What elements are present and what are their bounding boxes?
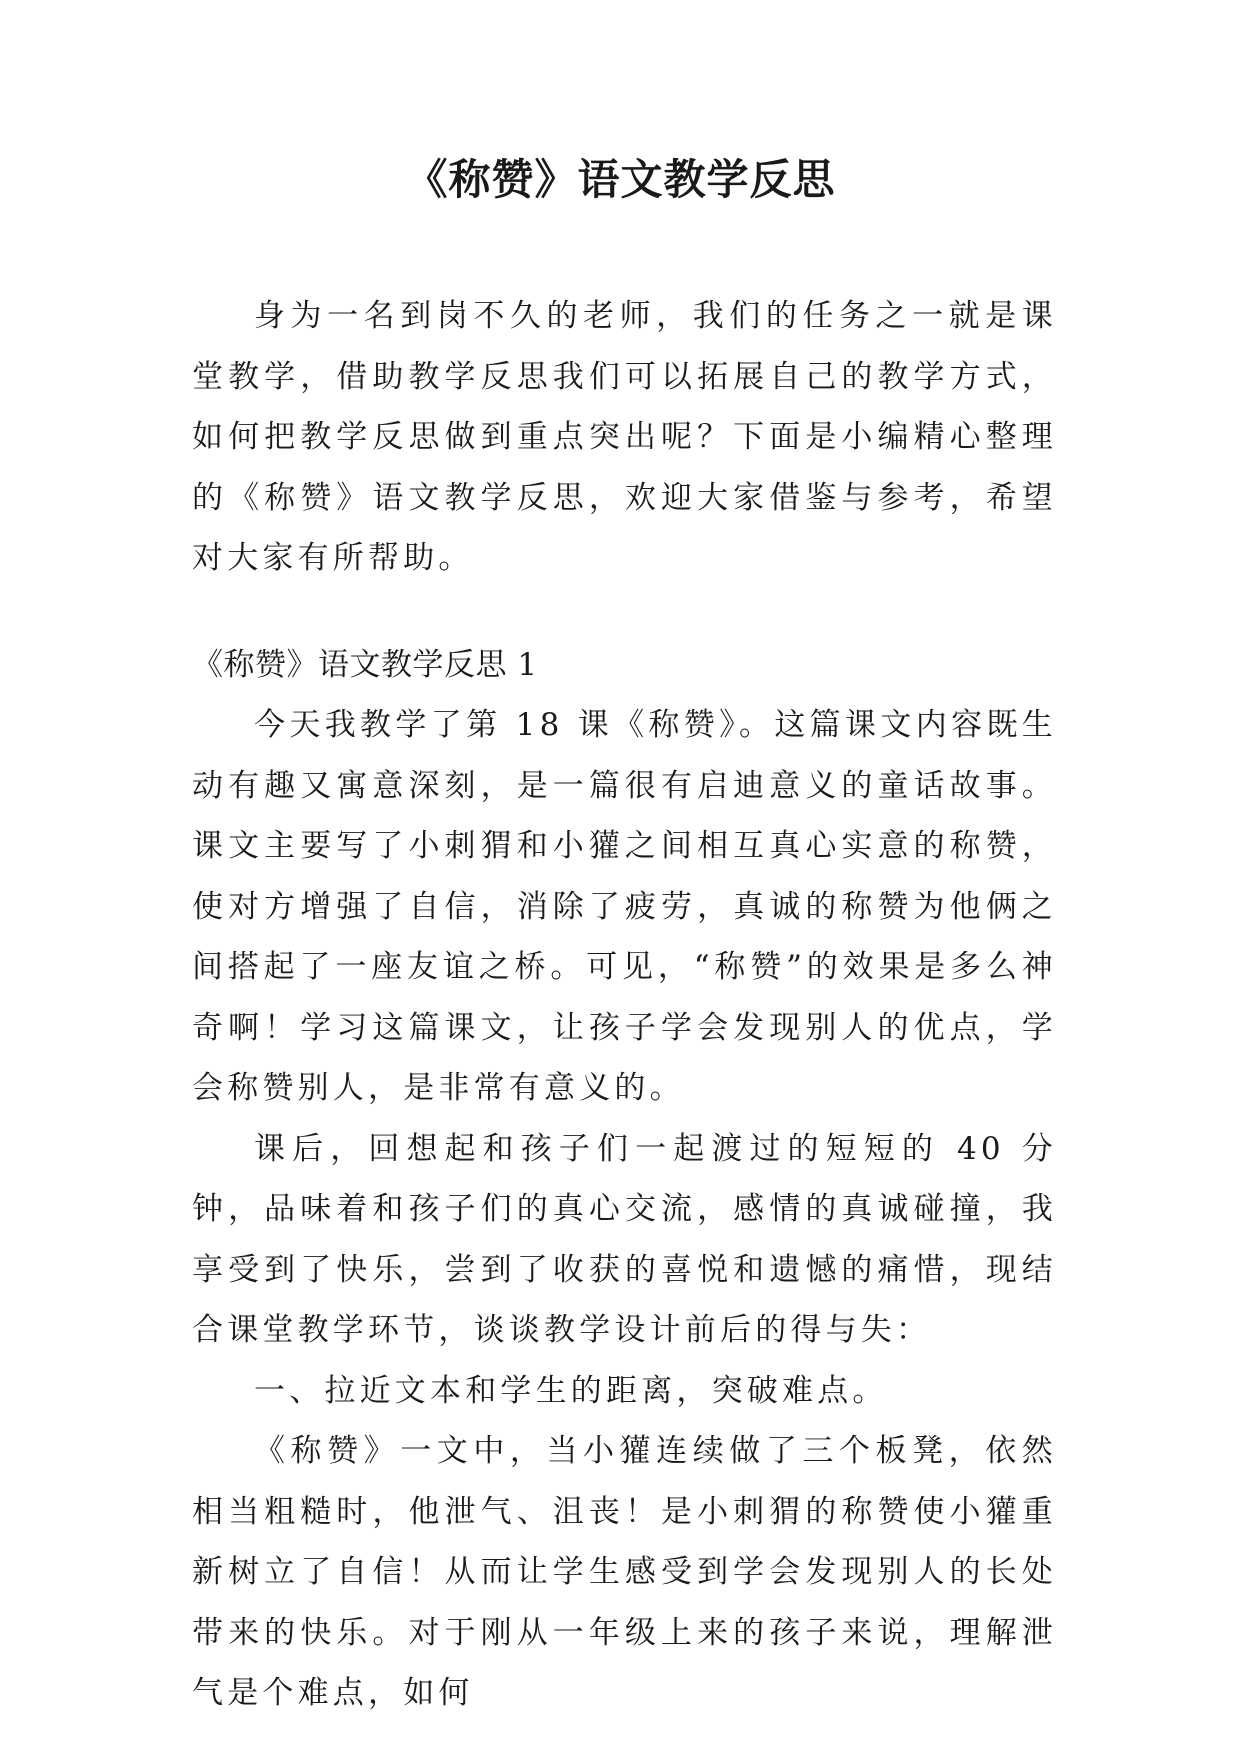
section-heading-1: 《称赞》语文教学反思 1	[192, 646, 538, 683]
body-paragraph-1: 今天我教学了第 18 课《称赞》。这篇课文内容既生动有趣又寓意深刻，是一篇很有启迪意义的童话故事。课文主要写了小刺猬和小獾之间相互真心实意的称赞，使对方增强了自信，消除了疲劳，真诚的称赞为他俩之间搭起了一座友谊之桥。可见，“称赞”的效果是多么神奇啊！学习这篇课文，让孩子学会发现别人的优点，学会称赞别人，是非常有意义的。	[192, 707, 1057, 1106]
document-body	[192, 286, 1057, 1724]
body-paragraph-2: 课后，回想起和孩子们一起渡过的短短的 40 分钟，品味着和孩子们的真心交流，感情的真诚碰撞，我享受到了快乐，尝到了收获的喜悦和遗憾的痛惜，现结合课堂教学环节，谈谈教学设计前后的得与失：	[192, 1130, 1057, 1348]
subheading-paragraph: 一、拉近文本和学生的距离，突破难点。	[254, 1372, 888, 1409]
document-title: 《称赞》语文教学反思	[405, 155, 836, 204]
body-paragraph-3: 《称赞》一文中，当小獾连续做了三个板凳，依然相当粗糙时，他泄气、沮丧！是小刺猬的称赞使小獾重新树立了自信！从而让学生感受到学会发现别人的长处带来的快乐。对于刚从一年级上来的孩子来说，理解泄气是个难点，如何	[192, 1433, 1057, 1711]
intro-paragraph: 身为一名到岗不久的老师，我们的任务之一就是课堂教学，借助教学反思我们可以拓展自己的教学方式，如何把教学反思做到重点突出呢？下面是小编精心整理的《称赞》语文教学反思，欢迎大家借鉴与参考，希望对大家有所帮助。	[192, 298, 1057, 576]
